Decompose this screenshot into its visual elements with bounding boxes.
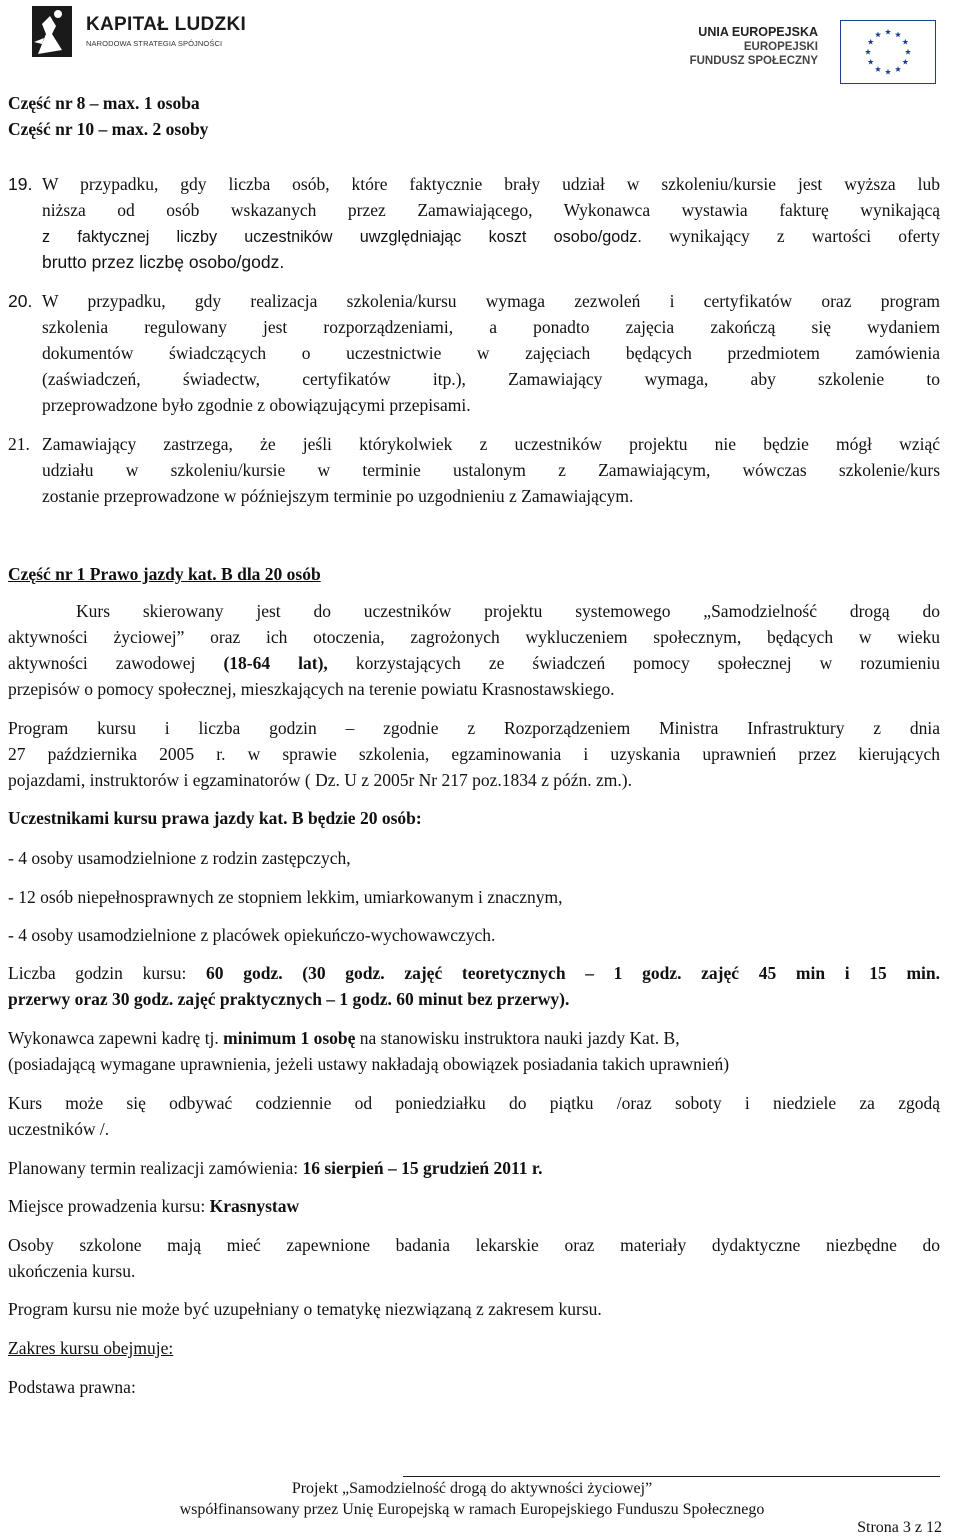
place-label: Miejsce prowadzenia kursu: [8,1196,210,1216]
eu-logo-text [690,24,818,68]
footer-project-line: Projekt „Samodzielność drogą do aktywności życiowej” [291,1480,653,1497]
item-19-line3 [42,223,940,250]
section-p1-age: (18-64 lat), [223,653,328,673]
section-p1-line1: Kurs skierowany jest do uczestników projektu systemowego „Samodzielność drogą do [76,601,940,621]
days-line2: uczestników /. [8,1119,110,1139]
item-20-line4: (zaświadczeń, świadectw, certyfikatów itp.), Zamawiający wymaga, aby szkolenie to [42,369,940,389]
item-19-line3a: z faktycznej liczby uczestników uwzględniając koszt osobo/godz. [42,228,670,246]
staff-a: Wykonawca zapewni kadrę tj. [8,1028,224,1048]
term-value: 16 sierpień – 15 grudzień 2011 r. [302,1158,543,1178]
legal-basis-heading: Podstawa prawna: [8,1377,136,1397]
section-p1-line3 [8,650,940,676]
item-21-line2: udziału w szkoleniu/kursie w terminie ustalonym z Zamawiającym, wówczas szkolenie/kurs [42,460,940,480]
place-value: Krasnystaw [209,1196,300,1216]
item-20-line2: szkolenia regulowany jest rozporządzeniami, a ponadto zajęcia zakończą się wydaniem [42,317,940,337]
item-19-line4: brutto przez liczbę osobo/godz. [42,252,285,272]
staff-line2: (posiadającą wymagane uprawnienia, jeżeli ustawy nakładają obowiązek posiadania takich uprawnień) [8,1054,730,1074]
medical-line1: Osoby szkolone mają mieć zapewnione badania lekarskie oraz materiały dydaktyczne niezbędne do [8,1235,940,1255]
section-p1-line3a: aktywności zawodowej [8,653,224,673]
participant-item-1: - 4 osoby usamodzielnione z rodzin zastępczych, [8,848,351,868]
item-19-line3b: wynikający z wartości oferty [669,226,940,246]
page-header [0,0,960,90]
eu-logo-line3: FUNDUSZ SPOŁECZNY [689,55,818,67]
term-label: Planowany termin realizacji zamówienia: [8,1158,303,1178]
place-line [8,1193,299,1219]
staff-line1 [8,1025,680,1051]
section-p2-line3: pojazdami, instruktorów i egzaminatorów ( Dz. U z 2005r Nr 217 poz.1834 z późn. zm.). [8,770,633,790]
scope-heading: Zakres kursu obejmuje: [8,1338,174,1358]
eu-flag-icon [840,20,936,84]
eu-logo-line1: UNIA EUROPEJSKA [698,25,818,39]
part-8-line: Część nr 8 – max. 1 osoba [8,93,200,113]
item-20-line3: dokumentów świadczących o uczestnictwie w zajęciach będących przedmiotem zamówienia [42,343,940,363]
section-p1-line2: aktywności życiowej” oraz ich otoczenia, zagrożonych wykluczeniem społecznym, będących w wieku [8,627,940,647]
item-19-line1: W przypadku, gdy liczba osób, które faktycznie brały udział w szkoleniu/kursie jest wyższa lub [42,174,940,194]
item-21-line1: Zamawiający zastrzega, że jeśli którykolwiek z uczestników projektu nie będzie mógł wziąć [42,434,940,454]
participant-item-2: - 12 osób niepełnosprawnych ze stopniem lekkim, umiarkowanym i znacznym, [8,887,563,907]
footer-divider [403,1476,940,1477]
page-number: Strona 3 z 12 [857,1519,942,1536]
footer-funding-line: współfinansowany przez Unię Europejską w ramach Europejskiego Funduszu Społecznego [179,1501,765,1518]
item-21-number: 21. [8,434,30,454]
kapital-ludzki-logo [28,4,268,59]
eu-logo-line2: EUROPEJSKI [743,41,818,53]
staff-c: na stanowisku instruktora nauki jazdy Kat. B, [355,1028,680,1048]
section-heading: Część nr 1 Prawo jazdy kat. B dla 20 osób [8,564,321,584]
term-line [8,1155,542,1181]
part-10-line: Część nr 10 – max. 2 osoby [8,119,209,139]
kapital-ludzki-emblem-icon [28,4,76,59]
hours-value: 60 godz. (30 godz. zajęć teoretycznych – 1 godz. zajęć 45 min i 15 min. [206,963,941,983]
hours-line2: przerwy oraz 30 godz. zajęć praktycznych – 1 godz. 60 minut bez przerwy). [8,989,570,1009]
item-19-line2: niższa od osób wskazanych przez Zamawiającego, Wykonawca wystawia fakturę wynikającą [42,200,940,220]
staff-min: minimum 1 osobę [223,1028,356,1048]
participants-heading: Uczestnikami kursu prawa jazdy kat. B będzie 20 osób: [8,808,422,828]
item-20-line1: W przypadku, gdy realizacja szkolenia/kursu wymaga zezwoleń i certyfikatów oraz program [42,291,940,311]
medical-line2: ukończenia kursu. [8,1261,136,1281]
eu-logo [686,16,936,86]
item-20-number: 20. [8,291,33,311]
hours-label: Liczba godzin kursu: [8,963,207,983]
section-p2-line1: Program kursu i liczba godzin – zgodnie z Rozporządzeniem Ministra Infrastruktury z dnia [8,718,940,738]
section-p1-line3c: korzystających ze świadczeń pomocy społecznej w rozumieniu [327,653,940,673]
item-20-line5: przeprowadzone było zgodnie z obowiązującymi przepisami. [42,395,471,415]
item-21-line3: zostanie przeprowadzone w późniejszym terminie po uzgodnieniu z Zamawiającym. [42,486,634,506]
item-19-number: 19. [8,174,33,194]
section-p1-line4: przepisów o pomocy społecznej, mieszkających na terenie powiatu Krasnostawskiego. [8,679,615,699]
kapital-ludzki-title: KAPITAŁ LUDZKI [86,14,247,35]
participant-item-3: - 4 osoby usamodzielnione z placówek opiekuńczo-wychowawczych. [8,925,496,945]
days-line1: Kurs może się odbywać codziennie od poniedziałku do piątku /oraz soboty i niedziele za zgodą [8,1093,940,1113]
section-p2-line2: 27 października 2005 r. w sprawie szkolenia, egzaminowania i uzyskania uprawnień przez kierujących [8,744,940,764]
hours-line1 [8,960,940,986]
program-note: Program kursu nie może być uzupełniany o tematykę niezwiązaną z zakresem kursu. [8,1299,602,1319]
kapital-ludzki-subtitle: NARODOWA STRATEGIA SPÓJNOŚCI [86,39,223,48]
